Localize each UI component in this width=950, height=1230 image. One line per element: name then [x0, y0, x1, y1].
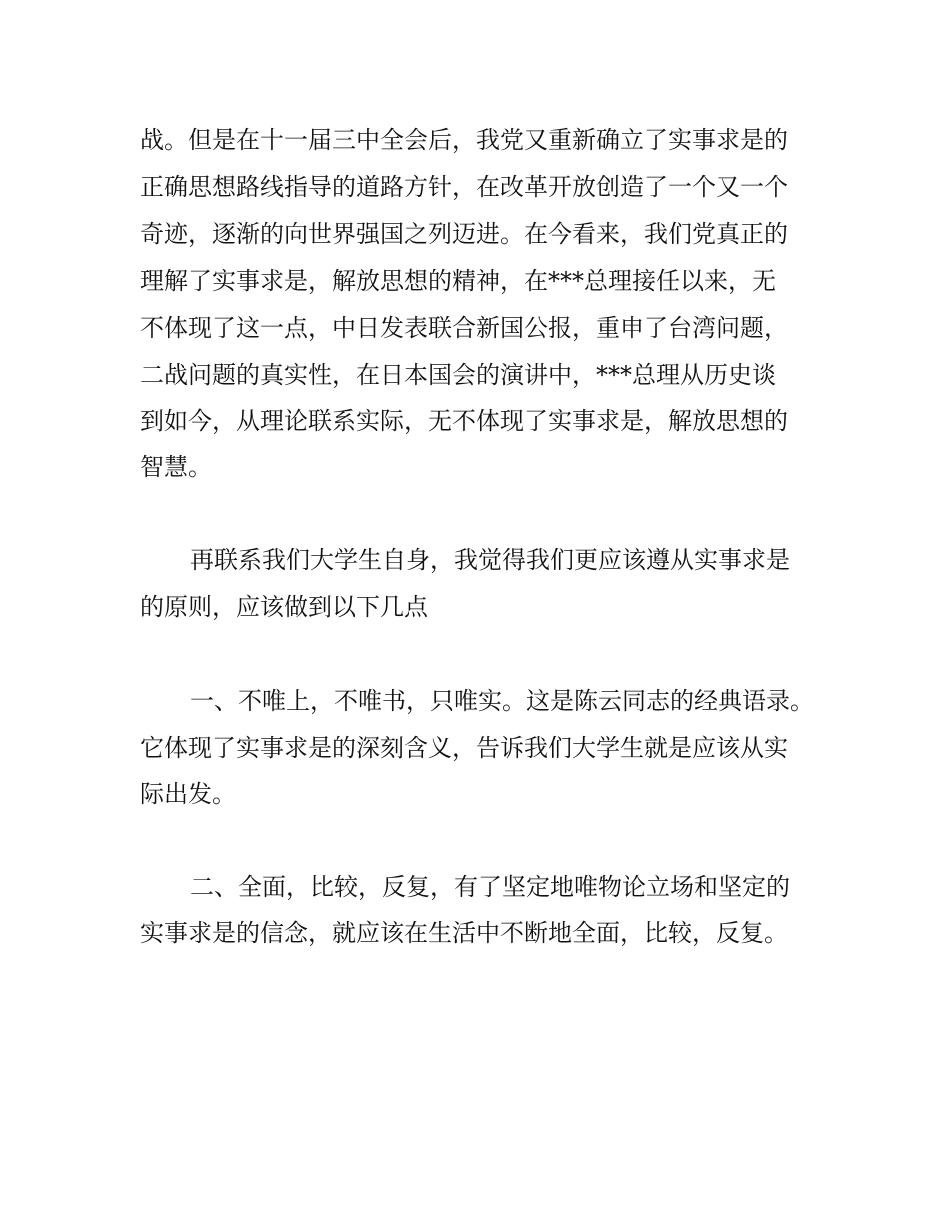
- text-line: 一、不唯上，不唯书，只唯实。这是陈云同志的经典语录。: [190, 687, 814, 715]
- text-line: 的原则，应该做到以下几点: [140, 593, 428, 621]
- text-line: 正确思想路线指导的道路方针，在改革开放创造了一个又一个: [140, 173, 788, 201]
- text-line: 二战问题的真实性，在日本国会的演讲中，***总理从历史谈: [140, 361, 776, 389]
- text-line: 智慧。: [140, 453, 212, 481]
- text-line: 再联系我们大学生自身，我觉得我们更应该遵从实事求是: [190, 546, 790, 574]
- text-line: 理解了实事求是，解放思想的精神，在***总理接任以来，无: [140, 267, 776, 295]
- text-line: 实事求是的信念，就应该在生活中不断地全面，比较，反复。: [140, 919, 788, 947]
- text-line: 不体现了这一点，中日发表联合新国公报，重申了台湾问题，: [140, 314, 788, 342]
- text-line: 二、全面，比较，反复，有了坚定地唯物论立场和坚定的: [190, 873, 790, 901]
- text-line: 到如今，从理论联系实际，无不体现了实事求是，解放思想的: [140, 407, 788, 435]
- text-line: 战。但是在十一届三中全会后，我党又重新确立了实事求是的: [140, 126, 788, 154]
- text-line: 奇迹，逐渐的向世界强国之列迈进。在今看来，我们党真正的: [140, 220, 788, 248]
- text-line: 它体现了实事求是的深刻含义，告诉我们大学生就是应该从实: [140, 734, 788, 762]
- text-line: 际出发。: [140, 780, 236, 808]
